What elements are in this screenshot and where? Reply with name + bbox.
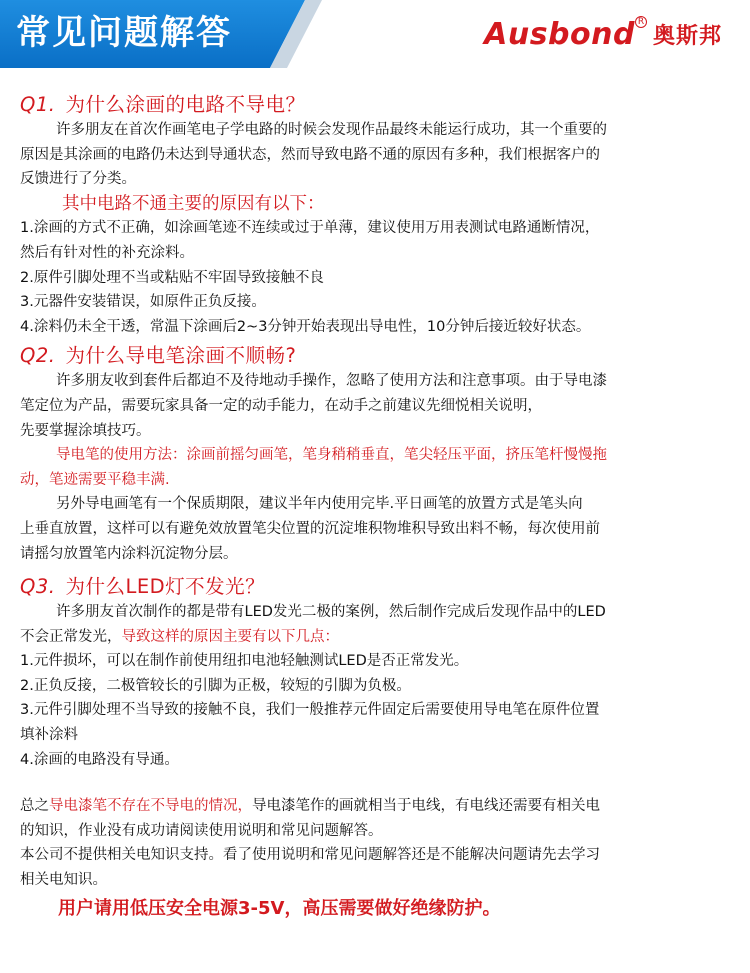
q3-para-1-line-1: 许多朋友首次制作的都是带有LED发光二极的案例，然后制作完成后发现作品中的LED bbox=[56, 604, 606, 621]
q2-method-line-2: 动，笔迹需要平稳丰满. bbox=[20, 471, 170, 488]
q3-para-1-line-2-black: 不会正常发光， bbox=[20, 628, 122, 645]
spacer bbox=[20, 772, 736, 794]
question-3 bbox=[20, 574, 736, 600]
question-1-text: 为什么涂画的电路不导电？ bbox=[65, 93, 306, 116]
brand-name-en: Ausbond bbox=[484, 16, 635, 52]
q3-item-4: 4.涂画的电路没有导通。 bbox=[20, 751, 179, 768]
question-1-number: Q1. bbox=[20, 93, 56, 116]
q3-item-2: 2.正负反接，二极管较长的引脚为正极，较短的引脚为负极。 bbox=[20, 677, 411, 694]
q3-item-1: 1.元件损坏，可以在制作前使用纽扣电池轻触测试LED是否正常发光。 bbox=[20, 653, 469, 670]
q3-item-3-line-2: 填补涂料 bbox=[20, 727, 78, 744]
q1-intro-line-1: 许多朋友在首次作画笔电子学电路的时候会发现作品最终未能运行成功，其一个重要的 bbox=[56, 122, 607, 138]
q2-para-3-line-1: 另外导电画笔有一个保质期限，建议半年内使用完毕.平日画笔的放置方式是笔头向 bbox=[56, 496, 583, 513]
q2-para-1-line-3: 先要掌握涂填技巧。 bbox=[20, 422, 151, 439]
question-2-text: 为什么导电笔涂画不顺畅? bbox=[65, 344, 297, 368]
page-title: 常见问题解答 bbox=[16, 13, 232, 53]
summary-line-1-red: 导电漆笔不存在不导电的情况， bbox=[49, 798, 252, 815]
brand-logo bbox=[484, 14, 722, 54]
q1-item-3: 3.元器件安装错误，如原件正负反接。 bbox=[20, 294, 266, 311]
question-3-number: Q3. bbox=[20, 575, 56, 599]
summary-line-3: 本公司不提供相关电知识支持。看了使用说明和常见问题解答还是不能解决问题请先去学习 bbox=[20, 847, 600, 864]
faq-content bbox=[20, 92, 736, 921]
q1-item-2: 2.原件引脚处理不当或粘贴不牢固导致接触不良 bbox=[20, 269, 324, 286]
q2-para-3-line-2: 上垂直放置，这样可以有避免效放置笔尖位置的沉淀堆积物堆积导致出料不畅，每次使用前 bbox=[20, 520, 600, 537]
q1-item-1-line-1: 1.涂画的方式不正确，如涂画笔迹不连续或过于单薄，建议使用万用表测试电路通断情况， bbox=[20, 220, 600, 237]
question-2 bbox=[20, 343, 736, 369]
question-3-text: 为什么LED灯不发光？ bbox=[65, 575, 266, 599]
q3-item-3-line-1: 3.元件引脚处理不当导致的接触不良，我们一般推荐元件固定后需要使用导电笔在原件位置 bbox=[20, 702, 600, 719]
summary-line-1-end: 导电漆笔作的画就相当于电线，有电线还需要有相关电 bbox=[252, 798, 600, 815]
q1-subheading: 其中电路不通主要的原因有以下： bbox=[62, 193, 325, 214]
q3-para-1-line-2-red: 导致这样的原因主要有以下几点： bbox=[121, 628, 339, 645]
safety-notice: 用户请用低压安全电源3-5V，高压需要做好绝缘防护。 bbox=[58, 897, 501, 919]
question-1 bbox=[20, 92, 736, 118]
q2-para-1-line-2: 笔定位为产品，需要玩家具备一定的动手能力，在动手之前建议先细悦相关说明， bbox=[20, 397, 542, 414]
q2-method-line-1: 导电笔的使用方法：涂画前摇匀画笔，笔身稍稍垂直，笔尖轻压平面，挤压笔杆慢慢拖 bbox=[56, 447, 607, 464]
q1-item-1-line-2: 然后有针对性的补充涂料。 bbox=[20, 244, 194, 261]
q1-intro-line-3: 反馈进行了分类。 bbox=[20, 171, 136, 188]
q1-intro-line-2: 原因是其涂画的电路仍未达到导通状态，然而导致电路不通的原因有多种，我们根据客户的 bbox=[20, 146, 600, 163]
q2-para-1-line-1: 许多朋友收到套件后都迫不及待地动手操作，忽略了使用方法和注意事项。由于导电漆 bbox=[56, 373, 607, 390]
brand-name-cn: 奥斯邦 bbox=[652, 23, 722, 49]
q1-item-4: 4.涂料仍未全干透，常温下涂画后2~3分钟开始表现出导电性，10分钟后接近较好状态。 bbox=[20, 318, 591, 335]
summary-line-2: 的知识，作业没有成功请阅读使用说明和常见问题解答。 bbox=[20, 822, 383, 839]
summary-line-4: 相关电知识。 bbox=[20, 872, 107, 889]
page-header bbox=[0, 0, 750, 68]
q2-para-3-line-3: 请摇匀放置笔内涂料沉淀物分层。 bbox=[20, 545, 238, 562]
q3-para-1-line-2 bbox=[20, 625, 736, 650]
question-2-number: Q2. bbox=[20, 344, 56, 368]
summary-line-1-start: 总之 bbox=[20, 798, 49, 815]
summary-line-1 bbox=[20, 794, 736, 819]
registered-mark-icon: R bbox=[635, 16, 647, 28]
